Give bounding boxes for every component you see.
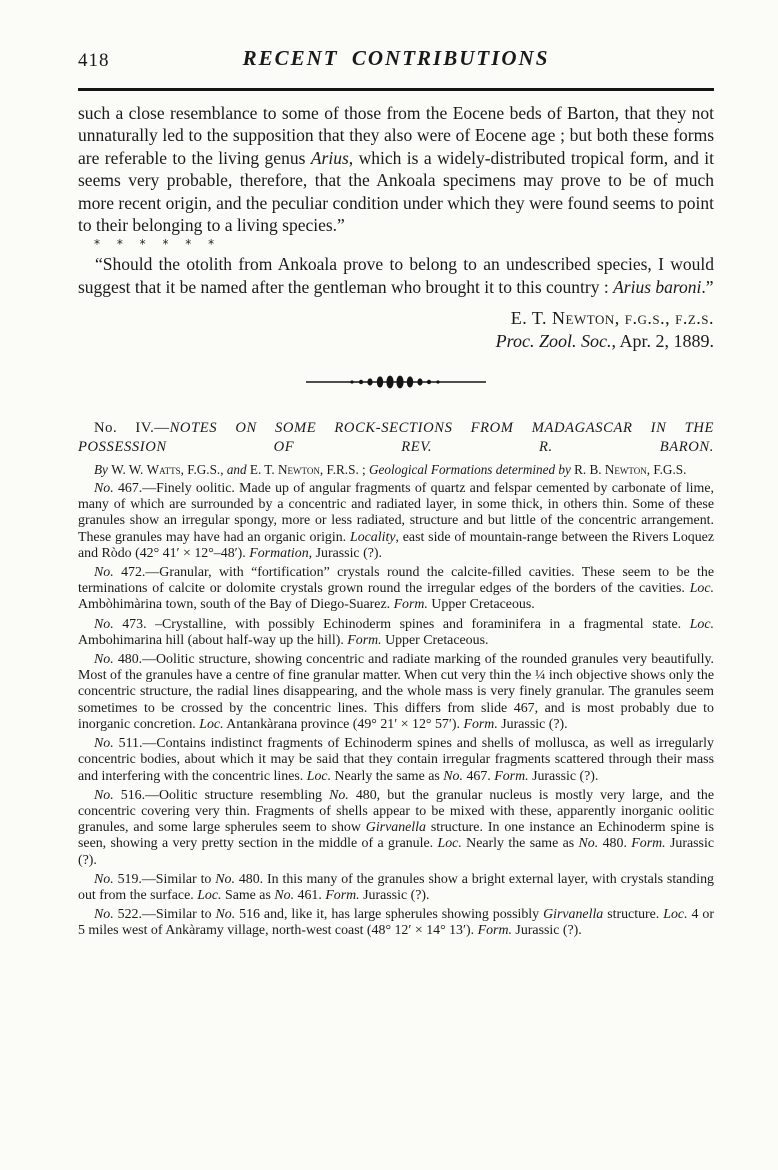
- rock-sections-article: [78, 419, 714, 939]
- running-head: [78, 46, 714, 76]
- article-title: No. IV.—NOTES ON SOME ROCK-SECTIONS FROM MADAGASCAR IN THE POSSESSION OF REV. R. BARON.: [78, 420, 714, 456]
- entry-no-480: No. 480.—Oolitic structure, showing concentric and radiate marking of the rounded granules very beautifully. Most of the granules have a centre of fine granular matter. When cut very thin the ¼ inch objective shows only the concentric structure, the radial lines disappearing, and the whole mass is very finely granular. The granules seem sometimes to be crossed by the concentric lines. This differs from slide 467, and is most probably due to inorganic concretion. Loc. Antankàrana province (49° 21′ × 12° 57′). Form. Jurassic (?).: [78, 652, 714, 732]
- entry-no-472: No. 472.—Granular, with “fortification” crystals round the calcite-filled cavities. These seem to be the terminations of calcite or dolomite crystals grown round the irregular edges of the borders of the cavities. Loc. Ambòhimàrina town, south of the Bay of Diego-Suarez. Form. Upper Cretaceous.: [78, 565, 714, 613]
- section-divider-ornament: [306, 375, 486, 389]
- entry-no-522: No. 522.—Similar to No. 516 and, like it, has large spherules showing possibly Girvanella structure. Loc. 4 or 5 miles west of Ankàramy village, north-west coast (48° 12′ × 14° 13′). Form. Jurassic (?).: [78, 907, 715, 939]
- header-rule: [78, 88, 714, 91]
- entry-no-473: No. 473. –Crystalline, with possibly Echinoderm spines and foraminifera in a fragmental state. Loc. Ambohimarina hill (about half-way up the hill). Form. Upper Cretaceous.: [78, 616, 714, 648]
- signature-source: Proc. Zool. Soc., Apr. 2, 1889.: [495, 331, 714, 352]
- paragraph-continuation: such a close resemblance to some of those from the Eocene beds of Barton, that they not unnaturally led to the supposition that they also were of Eocene age ; but both these forms are referable to the living genus Arius, which is a widely-distributed tropical form, and it seems very probable, therefore, that the Ankoala specimens may prove to be of much more recent origin, and the peculiar condition under which they were found seems to point to their belonging to a living species.”: [78, 103, 714, 236]
- entry-no-519: No. 519.—Similar to No. 480. In this many of the granules show a bright external layer, with crystals standing out from the surface. Loc. Same as No. 461. Form. Jurassic (?).: [78, 871, 714, 903]
- otolith-article-excerpt: [78, 102, 714, 353]
- entry-no-511: No. 511.—Contains indistinct fragments of Echinoderm spines and shells of mollusca, as well as irregularly concentric bodies, about which it may be said that they contain irregular fragments scattered through their mass and interfering with the concentric lines. Loc. Nearly the same as No. 467. Form. Jurassic (?).: [78, 736, 714, 784]
- page-number: 418: [78, 50, 110, 71]
- entry-no-516: No. 516.—Oolitic structure resembling No. 480, but the granular nucleus is mostly very large, and the concentric covering very thin. Fragments of shells appear to be mixed with these, apparently inorganic oolitic granules, and some large spherules seem to show Girvanella structure. In one instance an Echinoderm spine is seen, showing a very pretty section in the middle of a granule. Loc. Nearly the same as No. 480. Form. Jurassic (?).: [78, 787, 714, 868]
- paragraph-quote: “Should the otolith from Ankoala prove to belong to an undescribed species, I would suggest that it be named after the gentleman who brought it to this country : Arius baroni.”: [78, 254, 714, 297]
- signature-block: [78, 307, 714, 353]
- signature-author: E. T. Newton, f.g.s., f.z.s.: [510, 308, 714, 329]
- entry-no-467: No. 467.—Finely oolitic. Made up of angular fragments of quartz and felspar cemented by carbonate of lime, many of which are surrounded by a concentric and radiated layer, in some thick, in others thin. Some of these granules show an irregular spongy, more or less radiated, structure and but little of the concentric arrangement. These granules may have had an organic origin. Locality, east side of mountain-range between the Rivers Loquez and Ròdo (42° 41′ × 12°–48′). Formation, Jurassic (?).: [78, 481, 714, 561]
- article-byline: By W. W. Watts, F.G.S., and E. T. Newton, F.R.S. ; Geological Formations determined by R. B. Newton, F.G.S.: [94, 462, 687, 478]
- running-header-title: RECENT CONTRIBUTIONS: [242, 46, 550, 70]
- asterisk-separator: * * * * * *: [94, 237, 215, 252]
